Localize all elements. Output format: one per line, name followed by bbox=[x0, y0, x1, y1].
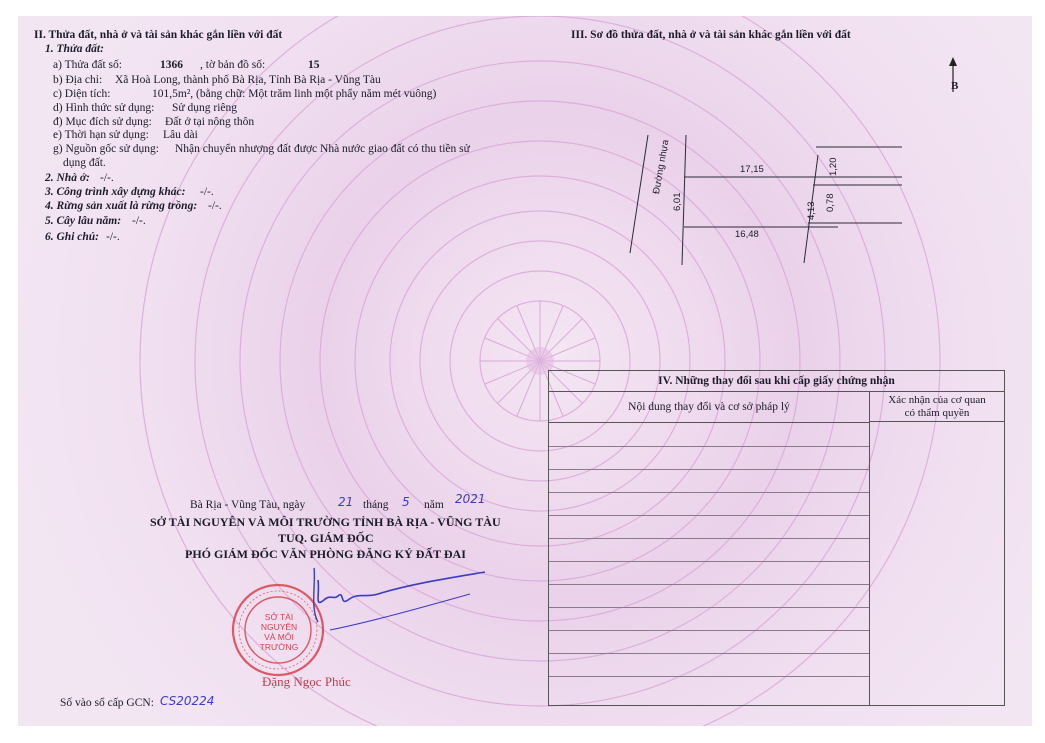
signer-role: PHÓ GIÁM ĐỐC VĂN PHÒNG ĐĂNG KÝ ĐẤT ĐAI bbox=[185, 547, 466, 561]
table-row-line bbox=[549, 446, 869, 447]
parcel-sketch bbox=[612, 125, 912, 273]
planted-forest-value: -/-. bbox=[208, 200, 222, 212]
land-parcel-heading: 1. Thửa đất: bbox=[45, 43, 104, 55]
map-sheet-value: 15 bbox=[308, 59, 320, 71]
table-column-divider bbox=[869, 422, 870, 706]
usage-term-value: Lâu dài bbox=[163, 129, 198, 141]
origin-value-line2: dụng đất. bbox=[63, 157, 106, 169]
usage-purpose-value: Đất ở tại nông thôn bbox=[165, 116, 255, 128]
origin-value-line1: Nhận chuyển nhượng đất được Nhà nước giao đất có thu tiền sử bbox=[175, 143, 470, 155]
confirmation-header-line1: Xác nhận của cơ quan bbox=[888, 394, 986, 406]
road-label: Đường nhựa bbox=[651, 138, 672, 195]
authorization: TUQ. GIÁM ĐỐC bbox=[278, 531, 374, 545]
section-ii-title: II. Thửa đất, nhà ở và tài sản khác gắn liền với đất bbox=[34, 29, 283, 41]
stamp-text: SỞ TÀI NGUYÊN VÀ MÔI TRƯỜNG bbox=[259, 612, 299, 652]
handwritten-signature bbox=[300, 560, 490, 640]
table-row-line bbox=[549, 653, 869, 654]
date-year-label: năm bbox=[424, 499, 444, 511]
dim-bottom: 16,48 bbox=[735, 229, 759, 240]
other-construction-value: -/-. bbox=[200, 186, 214, 198]
date-day: 21 bbox=[338, 495, 354, 509]
north-label: B bbox=[951, 80, 959, 92]
table-row-line bbox=[549, 630, 869, 631]
table-row-line bbox=[549, 676, 869, 677]
table-row-line bbox=[549, 538, 869, 539]
area-value: 101,5m², (bằng chữ: Một trăm linh một phẩy năm mét vuông) bbox=[152, 88, 437, 100]
table-row-line bbox=[549, 492, 869, 493]
perennial-trees-label: 5. Cây lâu năm: bbox=[45, 215, 122, 227]
usage-form-label: d) Hình thức sử dụng: bbox=[53, 102, 155, 114]
notes-label: 6. Ghi chú: bbox=[45, 231, 99, 243]
usage-term-label: e) Thời hạn sử dụng: bbox=[53, 129, 149, 141]
usage-form-value: Sử dụng riêng bbox=[172, 102, 238, 114]
origin-label: g) Nguồn gốc sử dụng: bbox=[53, 143, 159, 155]
notes-value: -/-. bbox=[106, 231, 120, 243]
dim-top: 17,15 bbox=[740, 164, 764, 175]
table-row-line bbox=[549, 584, 869, 585]
changes-table bbox=[548, 370, 1005, 706]
signer-name: Đặng Ngọc Phúc bbox=[262, 674, 351, 689]
table-row-line bbox=[549, 561, 869, 562]
planted-forest-label: 4. Rừng sản xuất là rừng trồng: bbox=[45, 200, 198, 212]
table-row-line bbox=[549, 515, 869, 516]
address-value: Xã Hoà Long, thành phố Bà Rịa, Tỉnh Bà Rịa - Vũng Tàu bbox=[115, 74, 381, 86]
other-construction-label: 3. Công trình xây dựng khác: bbox=[45, 186, 186, 198]
table-row-line bbox=[549, 607, 869, 608]
issuing-org: SỞ TÀI NGUYÊN VÀ MÔI TRƯỜNG TỈNH BÀ RỊA - VŨNG TÀU bbox=[150, 515, 501, 529]
parcel-number-value: 1366 bbox=[160, 59, 183, 71]
address-label: b) Địa chỉ: bbox=[53, 74, 103, 86]
confirmation-header-line2: có thẩm quyền bbox=[904, 407, 970, 419]
house-value: -/-. bbox=[100, 172, 114, 184]
registry-value: CS20224 bbox=[160, 694, 215, 708]
date-month-label: tháng bbox=[363, 499, 389, 511]
date-prefix: Bà Rịa - Vũng Tàu, ngày bbox=[190, 499, 306, 511]
area-label: c) Diện tích: bbox=[53, 88, 111, 100]
dim-right-low: 0,78 bbox=[825, 193, 836, 212]
section-iv-title: IV. Những thay đổi sau khi cấp giấy chứng nhận bbox=[549, 371, 1004, 392]
changes-column-header: Nội dung thay đổi và cơ sở pháp lý bbox=[549, 392, 870, 423]
date-month: 5 bbox=[402, 495, 410, 509]
registry-label: Số vào sổ cấp GCN: bbox=[60, 697, 154, 709]
road-edge-left bbox=[630, 135, 648, 253]
house-label: 2. Nhà ở: bbox=[45, 172, 90, 184]
map-sheet-label: , tờ bản đồ số: bbox=[200, 59, 266, 71]
dim-right-mid: 4,13 bbox=[806, 201, 817, 220]
dim-left: 6,01 bbox=[672, 192, 683, 211]
perennial-trees-value: -/-. bbox=[132, 215, 146, 227]
usage-purpose-label: đ) Mục đích sử dụng: bbox=[53, 116, 152, 128]
confirmation-column-header bbox=[870, 392, 1004, 422]
parcel-number-label: a) Thửa đất số: bbox=[53, 59, 122, 71]
section-iii-title: III. Sơ đồ thửa đất, nhà ở và tài sản khác gắn liền với đất bbox=[571, 29, 851, 41]
dim-right-top: 1,20 bbox=[828, 157, 839, 176]
date-year: 2021 bbox=[455, 492, 486, 506]
table-row-line bbox=[549, 469, 869, 470]
